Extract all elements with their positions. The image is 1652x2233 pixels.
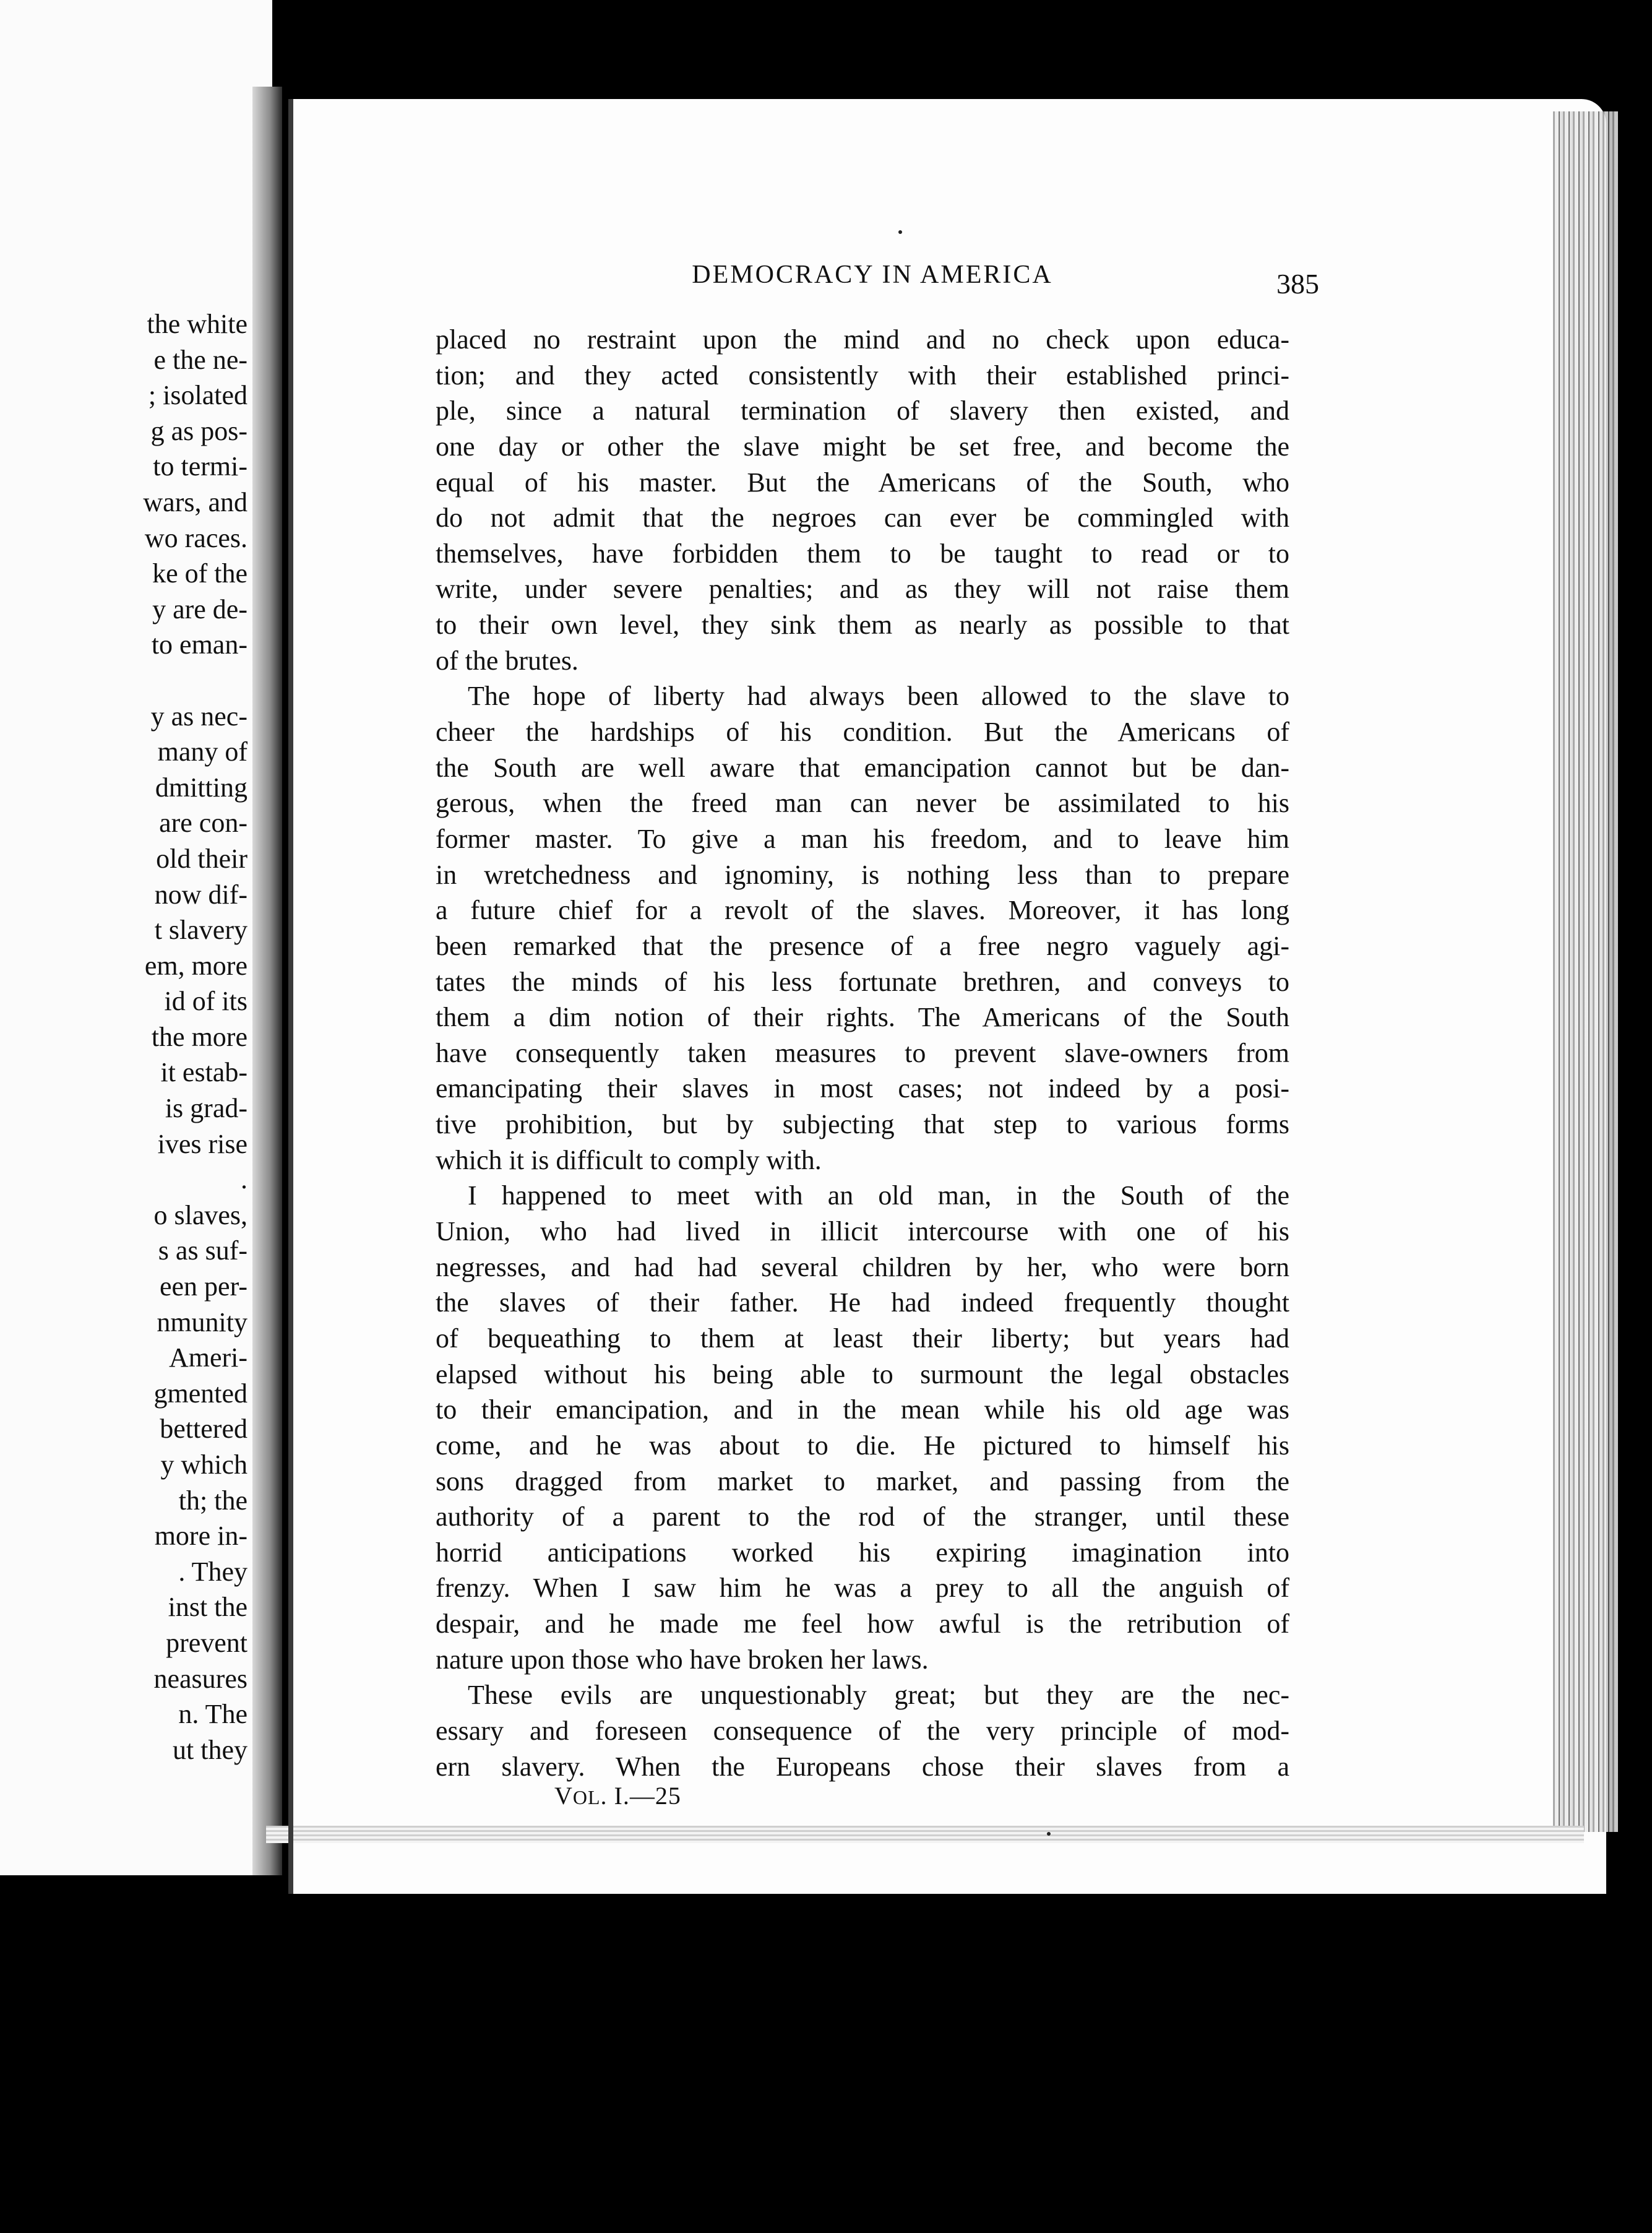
left-line: to eman- (151, 629, 247, 660)
text-line: tates the minds of his less fortunate brethren, and conveys to (436, 966, 1289, 997)
left-line: ; isolated (148, 380, 247, 411)
left-line: ke of the (152, 558, 247, 589)
signature-mark (554, 1781, 681, 1810)
left-page-text (0, 306, 247, 1768)
page-edge (1553, 111, 1618, 1832)
left-line: Ameri- (168, 1342, 247, 1373)
text-line: placed no restraint upon the mind and no check upon educa- (436, 324, 1289, 355)
left-line: een per- (159, 1271, 247, 1302)
left-line: o slaves, (153, 1199, 247, 1230)
text-line: the South are well aware that emancipation cannot but be dan- (436, 752, 1289, 783)
text-line: equal of his master. But the Americans of the South, who (436, 467, 1289, 498)
left-line: now dif- (154, 879, 247, 910)
left-line: em, more (144, 950, 247, 981)
text-line: to their emancipation, and in the mean while his old age was (436, 1394, 1289, 1425)
signature-smallcaps: OL (572, 1786, 601, 1808)
left-line: it estab- (160, 1057, 247, 1088)
left-line: ut they (173, 1734, 247, 1765)
left-line: prevent (166, 1627, 247, 1658)
text-line: Union, who had lived in illicit intercourse with one of his (436, 1216, 1289, 1247)
left-line: y as nec- (150, 701, 247, 732)
page-number: 385 (1276, 268, 1319, 300)
text-line: ern slavery. When the Europeans chose their slaves from a (436, 1751, 1289, 1782)
text-line: The hope of liberty had always been allowed to the slave to (468, 681, 1289, 712)
text-line: essary and foreseen consequence of the very principle of mod- (436, 1715, 1289, 1746)
left-line: gmented (153, 1378, 247, 1409)
left-line: many of (157, 736, 247, 767)
text-line: them a dim notion of their rights. The Americans of the South (436, 1002, 1289, 1033)
left-line: . They (178, 1556, 247, 1587)
text-line: one day or other the slave might be set free, and become the (436, 431, 1289, 462)
text-line: cheer the hardships of his condition. But the Americans of (436, 717, 1289, 748)
left-line: g as pos- (150, 415, 247, 446)
text-line: tive prohibition, but by subjecting that step to various forms (436, 1109, 1289, 1140)
text-line: which it is difficult to comply with. (436, 1144, 822, 1175)
left-line: t slavery (154, 915, 247, 946)
left-line: are con- (159, 808, 247, 839)
text-line: frenzy. When I saw him he was a prey to all the anguish of (436, 1573, 1289, 1604)
left-line: th; the (178, 1485, 247, 1516)
left-line: wo races. (144, 522, 247, 553)
text-line: These evils are unquestionably great; but they are the nec- (468, 1680, 1289, 1711)
signature-rest: . I.—25 (600, 1782, 681, 1810)
left-line: y are de- (152, 594, 247, 624)
text-line: a future chief for a revolt of the slaves. Moreover, it has long (436, 895, 1289, 926)
left-line: n. The (178, 1699, 247, 1730)
left-line: the more (151, 1021, 247, 1052)
text-line: come, and he was about to die. He pictured to himself his (436, 1430, 1289, 1461)
gutter-line (288, 99, 293, 1894)
text-line: I happened to meet with an old man, in the South of the (468, 1180, 1289, 1211)
signature-prefix: V (554, 1782, 573, 1810)
text-line: the slaves of their father. He had indeed frequently thought (436, 1287, 1289, 1318)
left-line: is grad- (165, 1093, 247, 1124)
speck (898, 230, 902, 234)
text-line: nature upon those who have broken her laws. (436, 1644, 929, 1675)
text-line: authority of a parent to the rod of the stranger, until these (436, 1501, 1289, 1532)
left-line: inst the (168, 1592, 247, 1623)
text-line: ple, since a natural termination of slavery then existed, and (436, 395, 1289, 426)
text-line: emancipating their slaves in most cases; not indeed by a posi- (436, 1073, 1289, 1104)
left-line: id of its (164, 986, 247, 1017)
text-line: former master. To give a man his freedom, and to leave him (436, 823, 1289, 854)
text-line: write, under severe penalties; and as they will not raise them (436, 574, 1289, 605)
text-line: despair, and he made me feel how awful is the retribution of (436, 1609, 1289, 1639)
text-line: gerous, when the freed man can never be assimilated to his (436, 788, 1289, 819)
left-line: to termi- (153, 451, 247, 482)
text-line: to their own level, they sink them as nearly as possible to that (436, 610, 1289, 641)
page-bottom-edge (266, 1826, 1584, 1843)
speck (1047, 1832, 1051, 1836)
book-gutter-shadow (252, 87, 282, 1875)
text-line: sons dragged from market to market, and passing from the (436, 1466, 1289, 1497)
left-line: dmitting (155, 772, 247, 803)
text-line: do not admit that the negroes can ever be commingled with (436, 503, 1289, 533)
text-line: tion; and they acted consistently with their established princi- (436, 360, 1289, 391)
text-line: of bequeathing to them at least their liberty; but years had (436, 1323, 1289, 1354)
text-line: in wretchedness and ignominy, is nothing less than to prepare (436, 859, 1289, 890)
left-line: e the ne- (153, 344, 247, 375)
left-line: nmunity (157, 1307, 247, 1337)
left-line: y which (160, 1449, 247, 1480)
left-line: neasures (153, 1663, 247, 1694)
left-line: more in- (154, 1521, 247, 1552)
left-page (0, 0, 272, 1875)
text-line: been remarked that the presence of a free negro vaguely agi- (436, 930, 1289, 961)
running-head: DEMOCRACY IN AMERICA (692, 261, 1053, 289)
left-line: s as suf- (158, 1235, 247, 1266)
text-line: have consequently taken measures to prevent slave-owners from (436, 1037, 1289, 1068)
left-line: bettered (160, 1414, 247, 1445)
text-line: of the brutes. (436, 645, 579, 676)
left-line: wars, and (143, 486, 247, 517)
text-line: negresses, and had had several children by her, who were born (436, 1251, 1289, 1282)
text-line: themselves, have forbidden them to be taught to read or to (436, 538, 1289, 569)
left-line: old their (156, 843, 247, 874)
left-line (0, 663, 247, 699)
body-text (436, 322, 1289, 1784)
text-line: horrid anticipations worked his expiring imagination into (436, 1537, 1289, 1568)
left-line: ives rise (157, 1128, 247, 1159)
text-line: elapsed without his being able to surmount the legal obstacles (436, 1358, 1289, 1389)
left-line: the white (147, 309, 247, 339)
left-line: . (241, 1164, 247, 1195)
